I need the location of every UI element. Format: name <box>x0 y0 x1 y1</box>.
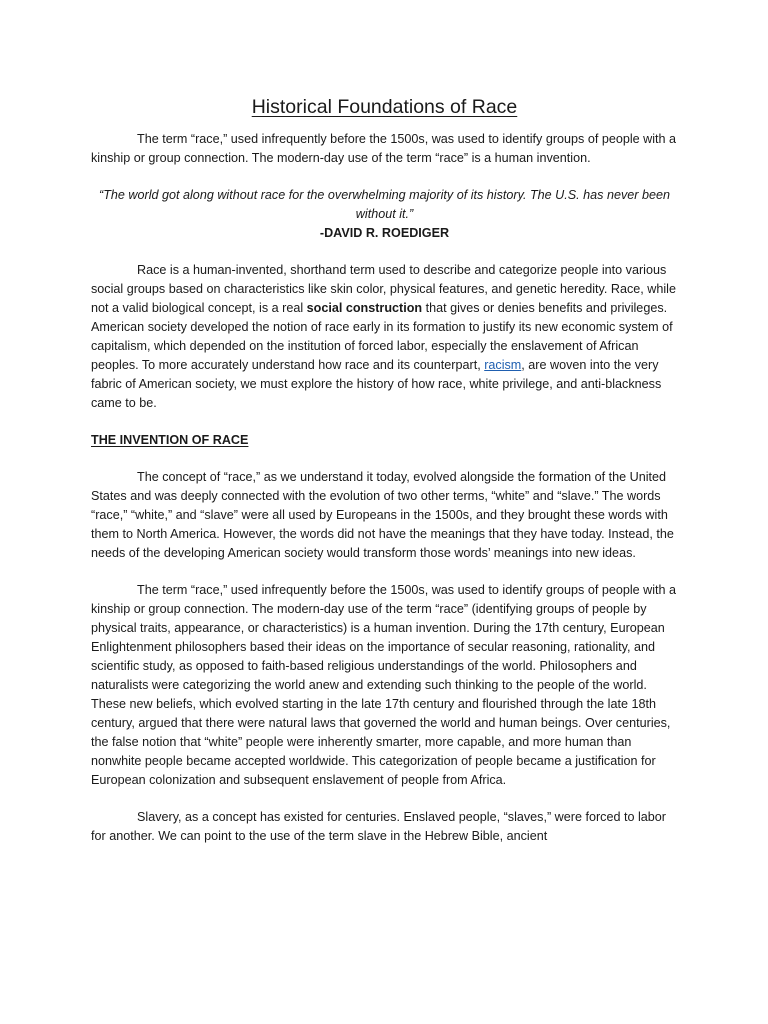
spacer <box>91 450 678 468</box>
body-paragraph-4: The term “race,” used infrequently before the 1500s, was used to identify groups of people with a kinship or group connection. The modern-day use of the term “race” (identifying groups of people by physical traits, appearance, or characteristics) is a human invention. During the 17th century, European Enlightenment philosophers based their ideas on the importance of secular reasoning, rationality, and scientific study, as opposed to faith-based religious understandings of the world. Philosophers and naturalists were categorizing the world anew and extending such thinking to the people of the world. These new beliefs, which evolved starting in the late 17th century and flourished through the late 18th century, argued that there were natural laws that governed the world and human beings. Over centuries, the false notion that “white” people were inherently smarter, more capable, and more human than nonwhite people became accepted worldwide. This categorization of people became a justification for European colonization and subsequent enslavement of people from Africa. <box>91 583 677 787</box>
spacer <box>91 243 678 261</box>
paragraph-text: , are woven into the very fabric of American society, we must explore the history of how race, white privilege, and anti-blackness came to be. <box>91 358 662 410</box>
spacer <box>91 168 678 186</box>
page-title: Historical Foundations of Race <box>251 96 518 118</box>
intro-paragraph: The term “race,” used infrequently before the 1500s, was used to identify groups of people with a kinship or group connection. The modern-day use of the term “race” is a human invention. <box>91 132 677 165</box>
spacer <box>91 563 678 581</box>
spacer <box>91 790 678 808</box>
body-paragraph-3: The concept of “race,” as we understand it today, evolved alongside the formation of the United States and was deeply connected with the evolution of two other terms, “white” and “slave.” The words “race,” “white,” and “slave” were all used by Europeans in the 1500s, and they brought these words with them to North America. However, the words did not have the meanings that they have today. Instead, the needs of the developing American society would transform those words’ meanings into new ideas. <box>91 470 674 560</box>
paragraph-text: Race is a human-invented, shorthand term used to describe and categorize people into various social groups based on characteristics like skin color, physical features, and genetic heredity. Race, while not a valid biological concept, is a real <box>91 263 676 315</box>
pull-quote: “The world got along without race for the overwhelming majority of its history. The U.S. has never been without it.” <box>99 188 670 221</box>
racism-link[interactable]: racism <box>484 358 522 372</box>
body-paragraph-2 <box>91 261 678 413</box>
body-paragraph-5: Slavery, as a concept has existed for centuries. Enslaved people, “slaves,” were forced to labor for another. We can point to the use of the term slave in the Hebrew Bible, ancient <box>91 810 666 843</box>
paragraph-text: that gives or denies benefits and privileges. American society developed the notion of race early in its formation to justify its new economic system of capitalism, which depended on the institution of forced labor, especially the enslavement of African peoples. To more accurately understand how race and its counterpart, <box>91 301 673 372</box>
quote-attribution: -DAVID R. ROEDIGER <box>319 226 450 240</box>
bold-term: social construction <box>306 301 423 315</box>
section-heading: THE INVENTION OF RACE <box>91 433 249 447</box>
spacer <box>91 413 678 431</box>
